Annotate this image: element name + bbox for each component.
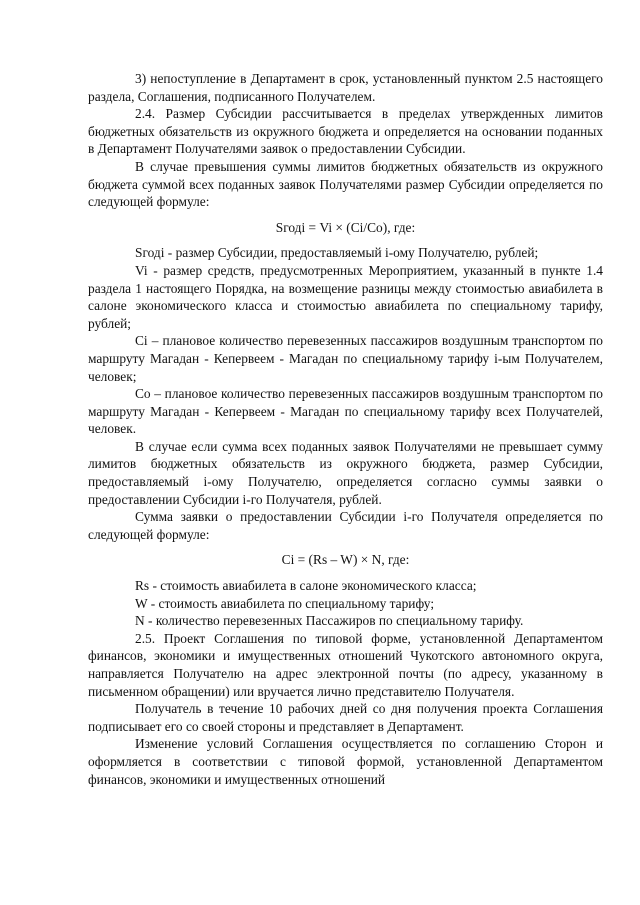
formula-subsidy: Sгоді = Vi × (Ci/Co), где: xyxy=(275,219,416,235)
definition-co: Co – плановое количество перевезенных пассажиров воздушным транспортом по маршруту Магадан - Кепервеем - Магадан по специальному тарифу всех Получателей, человек. xyxy=(88,386,603,437)
paragraph-signing-deadline: Получатель в течение 10 рабочих дней со дня получения проекта Соглашения подписывает его со своей стороны и представляет в Департамент. xyxy=(88,701,603,734)
paragraph-limits-exceeded: В случае превышения суммы лимитов бюджетных обязательств из окружного бюджета суммой всех поданных заявок Получателями размер Субсидии определяется по следующей формуле: xyxy=(88,158,603,210)
paragraph-limits-not-exceeded: В случае если сумма всех поданных заявок Получателями не превышает сумму лимитов бюджетных обязательств из окружного бюджета, размер Субсидии, предоставляемый i-ому Получателю, определяется согласно суммы заявки о предоставлении Субсидии i-го Получателя, рублей. xyxy=(88,438,603,507)
definition-vi: Vi - размер средств, предусмотренных Мероприятием, указанный в пункте 1.4 раздела 1 настоящего Порядка, на возмещение разницы между стоимостью авиабилета в салоне экономического класса и стоимостью авиабилета по специальному тарифу, рублей; xyxy=(88,262,603,331)
paragraph-nonreceipt: 3) непоступление в Департамент в срок, установленный пунктом 2.5 настоящего раздела, Соглашения, подписанного Получателем. xyxy=(88,71,603,104)
document-page xyxy=(88,70,603,788)
paragraph-application-sum: Сумма заявки о предоставлении Субсидии i-го Получателя определяется по следующей формуле: xyxy=(88,509,603,542)
formula-application-sum: Ci = (Rs – W) × N, где: xyxy=(281,552,410,568)
definition-sgodi: Sгоді - размер Субсидии, предоставляемый i-ому Получателю, рублей; xyxy=(135,245,539,261)
definition-n: N - количество перевезенных Пассажиров по специальному тарифу. xyxy=(135,613,524,629)
paragraph-agreement-changes: Изменение условий Соглашения осуществляется по соглашению Сторон и оформляется в соответствии с типовой формой, установленной Департаментом финансов, экономики и имущественных отношений xyxy=(88,736,603,787)
paragraph-2-4: 2.4. Размер Субсидии рассчитывается в пределах утвержденных лимитов бюджетных обязательств из окружного бюджета и определяется на основании поданных в Департамент Получателями заявок о предоставлении Субсидии. xyxy=(88,106,603,157)
definition-w: W - стоимость авиабилета по специальному тарифу; xyxy=(135,595,435,611)
definition-rs: Rs - стоимость авиабилета в салоне экономического класса; xyxy=(135,578,477,594)
paragraph-2-5: 2.5. Проект Соглашения по типовой форме, установленной Департаментом финансов, экономики и имущественных отношений Чукотского автономного округа, направляется Получателю на адрес электронной почты (по адресу, указанному в письменном обращении) или вручается лично представителю Получателя. xyxy=(88,630,603,699)
definition-ci: Ci – плановое количество перевезенных пассажиров воздушным транспортом по маршруту Магадан - Кепервеем - Магадан по специальному тарифу i-ым Получателем, человек; xyxy=(88,333,603,384)
